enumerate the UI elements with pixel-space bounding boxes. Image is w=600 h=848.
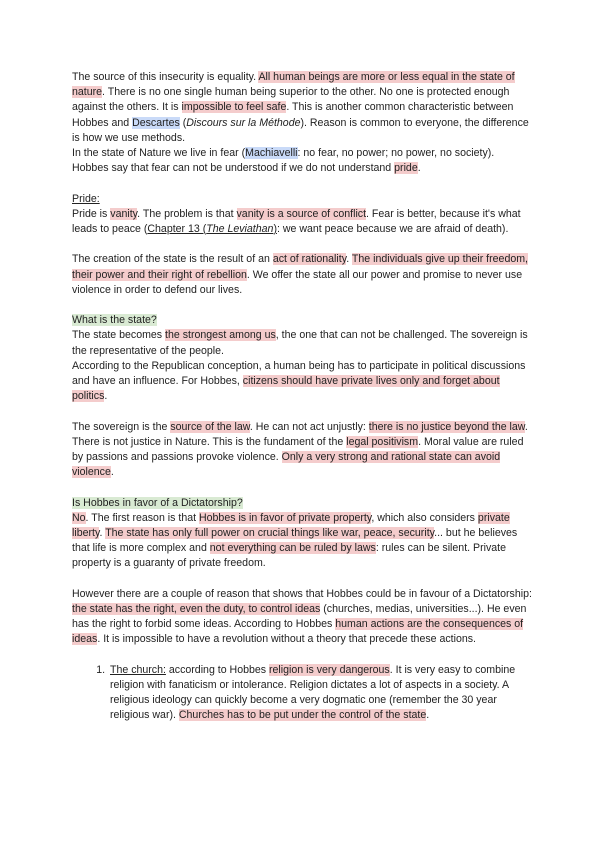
- text-run: .: [346, 253, 352, 266]
- text-run: , the one that can not be challenged. The sovereign is the representative of the people.: [72, 329, 528, 357]
- highlight-red: pride: [394, 162, 418, 175]
- list-item-label: The church:: [110, 663, 166, 676]
- paragraph-creation-of-state: [72, 252, 532, 298]
- highlight-red: source of the law: [170, 420, 250, 433]
- text-run: . This is another common characteristic between Hobbes and: [72, 101, 514, 129]
- highlight-red: legal positivism: [346, 435, 419, 448]
- text-run: . The first reason is that: [85, 511, 199, 524]
- text-run: .: [426, 709, 430, 722]
- highlight-blue: Descartes: [132, 116, 180, 129]
- heading-dictatorship: [72, 496, 532, 511]
- text-run: ... but he believes that life is more complex and: [72, 527, 518, 555]
- text-run: ). Reason is common to everyone, the difference is how we use methods.: [72, 116, 529, 144]
- text-run: ): [273, 223, 277, 236]
- highlight-red: All human beings are more or less equal in the state of nature: [72, 71, 515, 99]
- highlight-red: impossible to feel safe: [181, 101, 287, 114]
- text-run: . We offer the state all our power and promise to never use violence in order to defend our lives.: [72, 268, 523, 296]
- paragraph-strongest: [72, 328, 532, 358]
- paragraph-control-ideas: [72, 587, 532, 648]
- highlight-red: religion is very dangerous: [269, 663, 390, 676]
- text-run: However there are a couple of reason that shows that Hobbes could be in favour of a Dictatorship:: [72, 587, 532, 600]
- blank-line: [72, 298, 532, 313]
- highlight-red: the strongest among us: [165, 329, 276, 342]
- heading-what-is-the-state: [72, 313, 532, 328]
- text-run: . It is impossible to have a revolution without a theory that precede these actions.: [97, 633, 476, 646]
- text-run: According to the Republican conception, a human being has to participate in political discussions and have an influence. For Hobbes,: [72, 359, 526, 388]
- text-run: . It is very easy to combine religion with fanaticism or intolerance. Religion dictates a lot of aspects in a society. A religious ideology can quickly become a very dogmatic one (remember the 30 year religious war).: [110, 663, 516, 722]
- highlight-green: Is Hobbes in favor of a Dictatorship?: [72, 496, 243, 509]
- highlight-red: there is no justice beyond the law: [368, 420, 525, 433]
- paragraph-fear: [72, 146, 532, 176]
- text-run: . There is not justice in Nature. This is the fundament of the: [72, 420, 528, 448]
- text-run: .: [104, 390, 108, 403]
- paragraph-sovereign: [72, 420, 532, 481]
- text-run: Chapter 13 (: [147, 223, 207, 236]
- highlight-red: Hobbes is in favor of private property: [199, 511, 372, 524]
- text-run: The state becomes: [72, 329, 166, 342]
- highlight-red: act of rationality: [272, 253, 347, 266]
- numbered-list: [72, 663, 532, 724]
- text-run: : we want peace because we are afraid of death).: [276, 223, 509, 236]
- text-run: In the state of Nature we live in fear (: [72, 147, 246, 160]
- paragraph-pride: [72, 207, 532, 237]
- highlight-red: private liberty: [72, 511, 510, 540]
- list-item-church: [108, 663, 532, 724]
- blank-line: [72, 176, 532, 191]
- highlight-red: Churches has to be put under the control of the state: [178, 709, 427, 722]
- text-run: , which also considers: [371, 511, 478, 524]
- highlight-red: The state has only full power on crucial things like war, peace, security: [105, 527, 435, 540]
- document-page: [72, 70, 532, 724]
- paragraph-private-property: [72, 511, 532, 572]
- text-run: . He can not act unjustly:: [249, 420, 369, 433]
- text-run: The sovereign is the: [72, 420, 171, 433]
- text-run: .: [99, 527, 106, 540]
- text-run: (churches, medias, universities...). He even has the right to forbid some ideas. According to Hobbes: [72, 603, 527, 631]
- highlight-red: citizens should have private lives only and forget about politics: [72, 375, 500, 403]
- blank-line: [72, 648, 532, 663]
- highlight-blue: Machiavelli: [245, 147, 298, 160]
- text-run: according to Hobbes: [165, 663, 270, 676]
- highlight-red: vanity: [110, 207, 138, 220]
- text-run: The source of this insecurity is equality.: [72, 71, 259, 83]
- text-run: . Moral value are ruled by passions and passions provoke violence.: [72, 435, 524, 464]
- highlight-red: Only a very strong and rational state can avoid violence: [72, 451, 501, 479]
- italic-title: The Leviathan: [206, 223, 274, 236]
- text-run: .: [110, 466, 114, 479]
- blank-line: [72, 572, 532, 587]
- text-run: . Fear is better, because it's what leads to peace (: [72, 207, 521, 236]
- highlight-red: not everything can be ruled by laws: [209, 542, 376, 555]
- text-run: : no fear, no power; no power, no society). Hobbes say that fear can not be understood if we do not understand: [72, 147, 495, 175]
- italic-title: Discours sur la Méthode: [186, 116, 301, 129]
- blank-line: [72, 480, 532, 495]
- highlight-red: No: [72, 511, 86, 524]
- text-run: The creation of the state is the result of an: [72, 253, 273, 266]
- text-run: (: [179, 116, 187, 129]
- blank-line: [72, 237, 532, 252]
- text-run: : rules can be silent. Private property is a guaranty of private freedom.: [72, 542, 506, 570]
- highlight-red: The individuals give up their freedom, their power and their right of rebellion: [72, 253, 528, 281]
- text-run: . The problem is that: [137, 207, 237, 220]
- highlight-green: What is the state?: [72, 314, 157, 327]
- chapter-reference: [147, 223, 277, 235]
- heading-pride: Pride:: [72, 192, 100, 205]
- highlight-red: human actions are the consequences of ideas: [72, 618, 524, 646]
- text-run: .: [417, 162, 421, 175]
- text-run: Pride is: [72, 207, 111, 220]
- blank-line: [72, 404, 532, 419]
- text-run: . There is no one single human being superior to the other. No one is protected enough against the others. It is: [72, 86, 510, 114]
- highlight-red: vanity is a source of conflict: [236, 207, 367, 220]
- paragraph-equality: [72, 70, 532, 146]
- paragraph-republican: [72, 359, 532, 405]
- highlight-red: the state has the right, even the duty, to control ideas: [72, 603, 321, 616]
